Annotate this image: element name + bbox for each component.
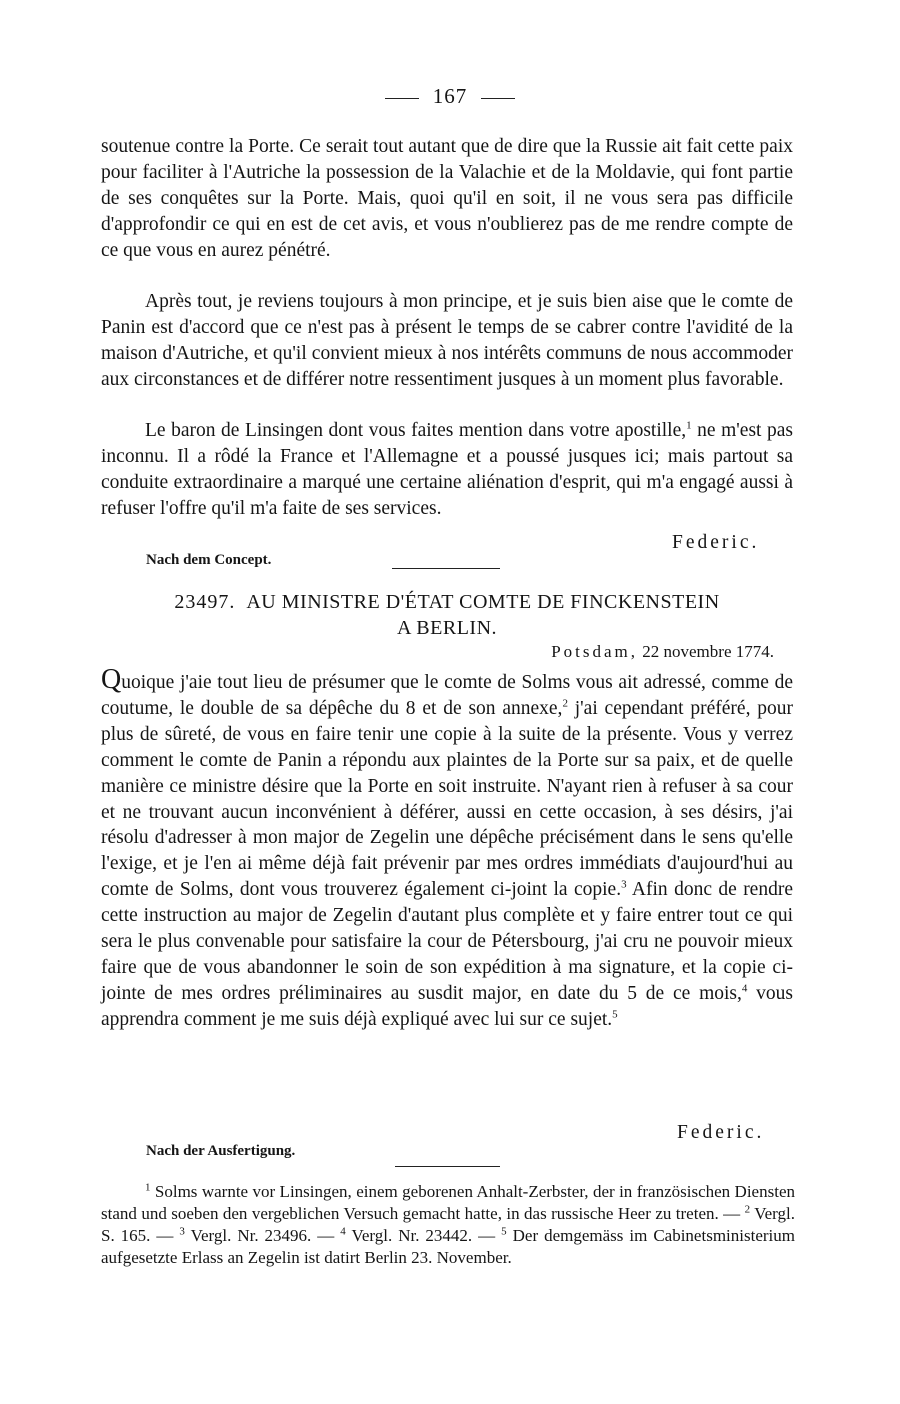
paragraph-3-text-b: ne m'est pas inconnu. Il a rôdé la France et l'Allemagne et a poussé jusques ici; mais partout sa conduite extraordinaire a marqué une certaine aliénation d'esprit, qui m'a engagé aussi à refuser l'offre qu'il m'a faite de ses services. <box>101 420 793 519</box>
footnote-ref-5: 5 <box>612 1008 618 1021</box>
header-dash-right <box>481 98 515 99</box>
source-note-2: Nach der Ausfertigung. <box>146 1143 296 1159</box>
continuation-paragraph-3 <box>101 418 793 522</box>
footnote-1-text: Solms warnte vor Linsingen, einem geborenen Anhalt-Zerbster, der in französischen Diensten stand und soeben den vergeblichen Versuch gemacht hatte, in das russische Heer zu treten. — <box>101 1182 795 1223</box>
dateline-place: Potsdam, <box>551 642 639 661</box>
signature-1: Federic. <box>672 532 760 553</box>
letter-title-line-1: AU MINISTRE D'ÉTAT COMTE DE FINCKENSTEIN <box>246 591 720 613</box>
letter-body-text-1: uoique j'aie tout lieu de présumer que le comte de Solms vous ait adressé, comme de coutume, le double de sa dépêche du 8 et de son annexe, <box>101 672 793 719</box>
footnote-mark-2: 2 <box>744 1203 751 1216</box>
footnote-mark-3: 3 <box>179 1225 185 1238</box>
paragraph-3-text-a: Le baron de Linsingen dont vous faites mention dans votre apostille, <box>145 420 687 441</box>
footnote-ref-4: 4 <box>741 982 748 995</box>
footnotes <box>101 1181 795 1269</box>
source-note-1: Nach dem Concept. <box>146 552 272 568</box>
letter-heading <box>101 589 793 641</box>
letter-body <box>101 664 794 1033</box>
footnote-5-text: Der demgemäss im Cabinetsministerium aufgesetzte Erlass an Zegelin ist datirt Berlin 23. November. <box>101 1226 795 1267</box>
continuation-paragraph-1: soutenue contre la Porte. Ce serait tout autant que de dire que la Russie ait fait cette paix pour faciliter à l'Autriche la possession de la Valachie et de la Moldavie, qui font partie de ses conquêtes sur la Porte. Mais, quoi qu'il en soit, il ne vous sera pas difficile d'approfondir ce qui en est de cet avis, et vous n'oublierez pas de me rendre compte de ce que vous en aurez pénétré. <box>101 136 793 261</box>
footnote-mark-5: 5 <box>501 1225 507 1238</box>
page-number: 167 <box>432 84 468 108</box>
dateline <box>551 642 774 662</box>
page-header <box>0 84 900 109</box>
letter-body-text-3: Afin donc de rendre cette instruction au major de Zegelin d'autant plus complète et y faire entrer tout ce qui sera le plus convenable pour satisfaire la cour de Pétersbourg, j'ai cru ne pouvoir mieux faire que de vous abandonner le soin de son expédition à ma signature, et la copie ci-jointe de mes ordres préliminaires au susdit major, en date du 5 de ce mois, <box>101 879 793 1004</box>
signature-2: Federic. <box>677 1122 765 1143</box>
letter-body-text-2: j'ai cependant préféré, pour plus de sûreté, de vous en faire tenir une copie à la suite de la présente. Vous y verrez comment le comte de Panin a répondu aux plaintes de la Porte sur sa paix, et de quelle manière ce ministre désire que la Porte en soit instruite. N'ayant rien à refuser à sa cour et ne trouvant aucun inconvénient à déférer, aussi en cette occasion, à ses désirs, j'ai résolu d'adresser à mon major de Zegelin une dépêche précisément dans le sens qu'elle l'exige, et je l'en ai même déjà fait prévenir par mes ordres immédiats d'aujourd'hui au comte de Solms, dont vous trouverez également ci-joint la copie. <box>101 697 794 901</box>
dateline-date: 22 novembre 1774. <box>642 642 774 661</box>
footnote-ref-1: 1 <box>686 419 692 432</box>
footnote-2-text: Vergl. S. 165. — <box>101 1204 795 1245</box>
footnote-ref-2: 2 <box>562 697 568 710</box>
footnote-divider <box>395 1166 500 1167</box>
section-divider <box>392 568 500 569</box>
footnote-mark-4: 4 <box>340 1225 346 1238</box>
footnote-mark-1: 1 <box>145 1181 151 1194</box>
continuation-paragraph-2: Après tout, je reviens toujours à mon principe, et je suis bien aise que le comte de Panin est d'accord que ce n'est pas à présent le temps de se cabrer contre l'avidité de la maison d'Autriche, et qu'il convient mieux à nos intérêts communs de nous accommoder aux circonstances et de différer notre ressentiment jusques à un moment plus favorable. <box>101 291 793 390</box>
letter-number: 23497. <box>174 591 236 613</box>
header-dash-left <box>385 98 419 99</box>
initial-letter: Q <box>101 664 122 695</box>
footnote-3-text: Vergl. Nr. 23496. — <box>184 1226 341 1245</box>
footnote-4-text: Vergl. Nr. 23442. — <box>345 1226 502 1245</box>
letter-heading-line-1 <box>101 589 793 615</box>
letter-body-text-4: vous apprendra comment je me suis déjà expliqué avec lui sur ce sujet. <box>101 982 793 1030</box>
footnote-block <box>101 1181 795 1269</box>
letter-title-line-2: A BERLIN. <box>396 617 498 639</box>
footnote-ref-3: 3 <box>621 878 627 891</box>
